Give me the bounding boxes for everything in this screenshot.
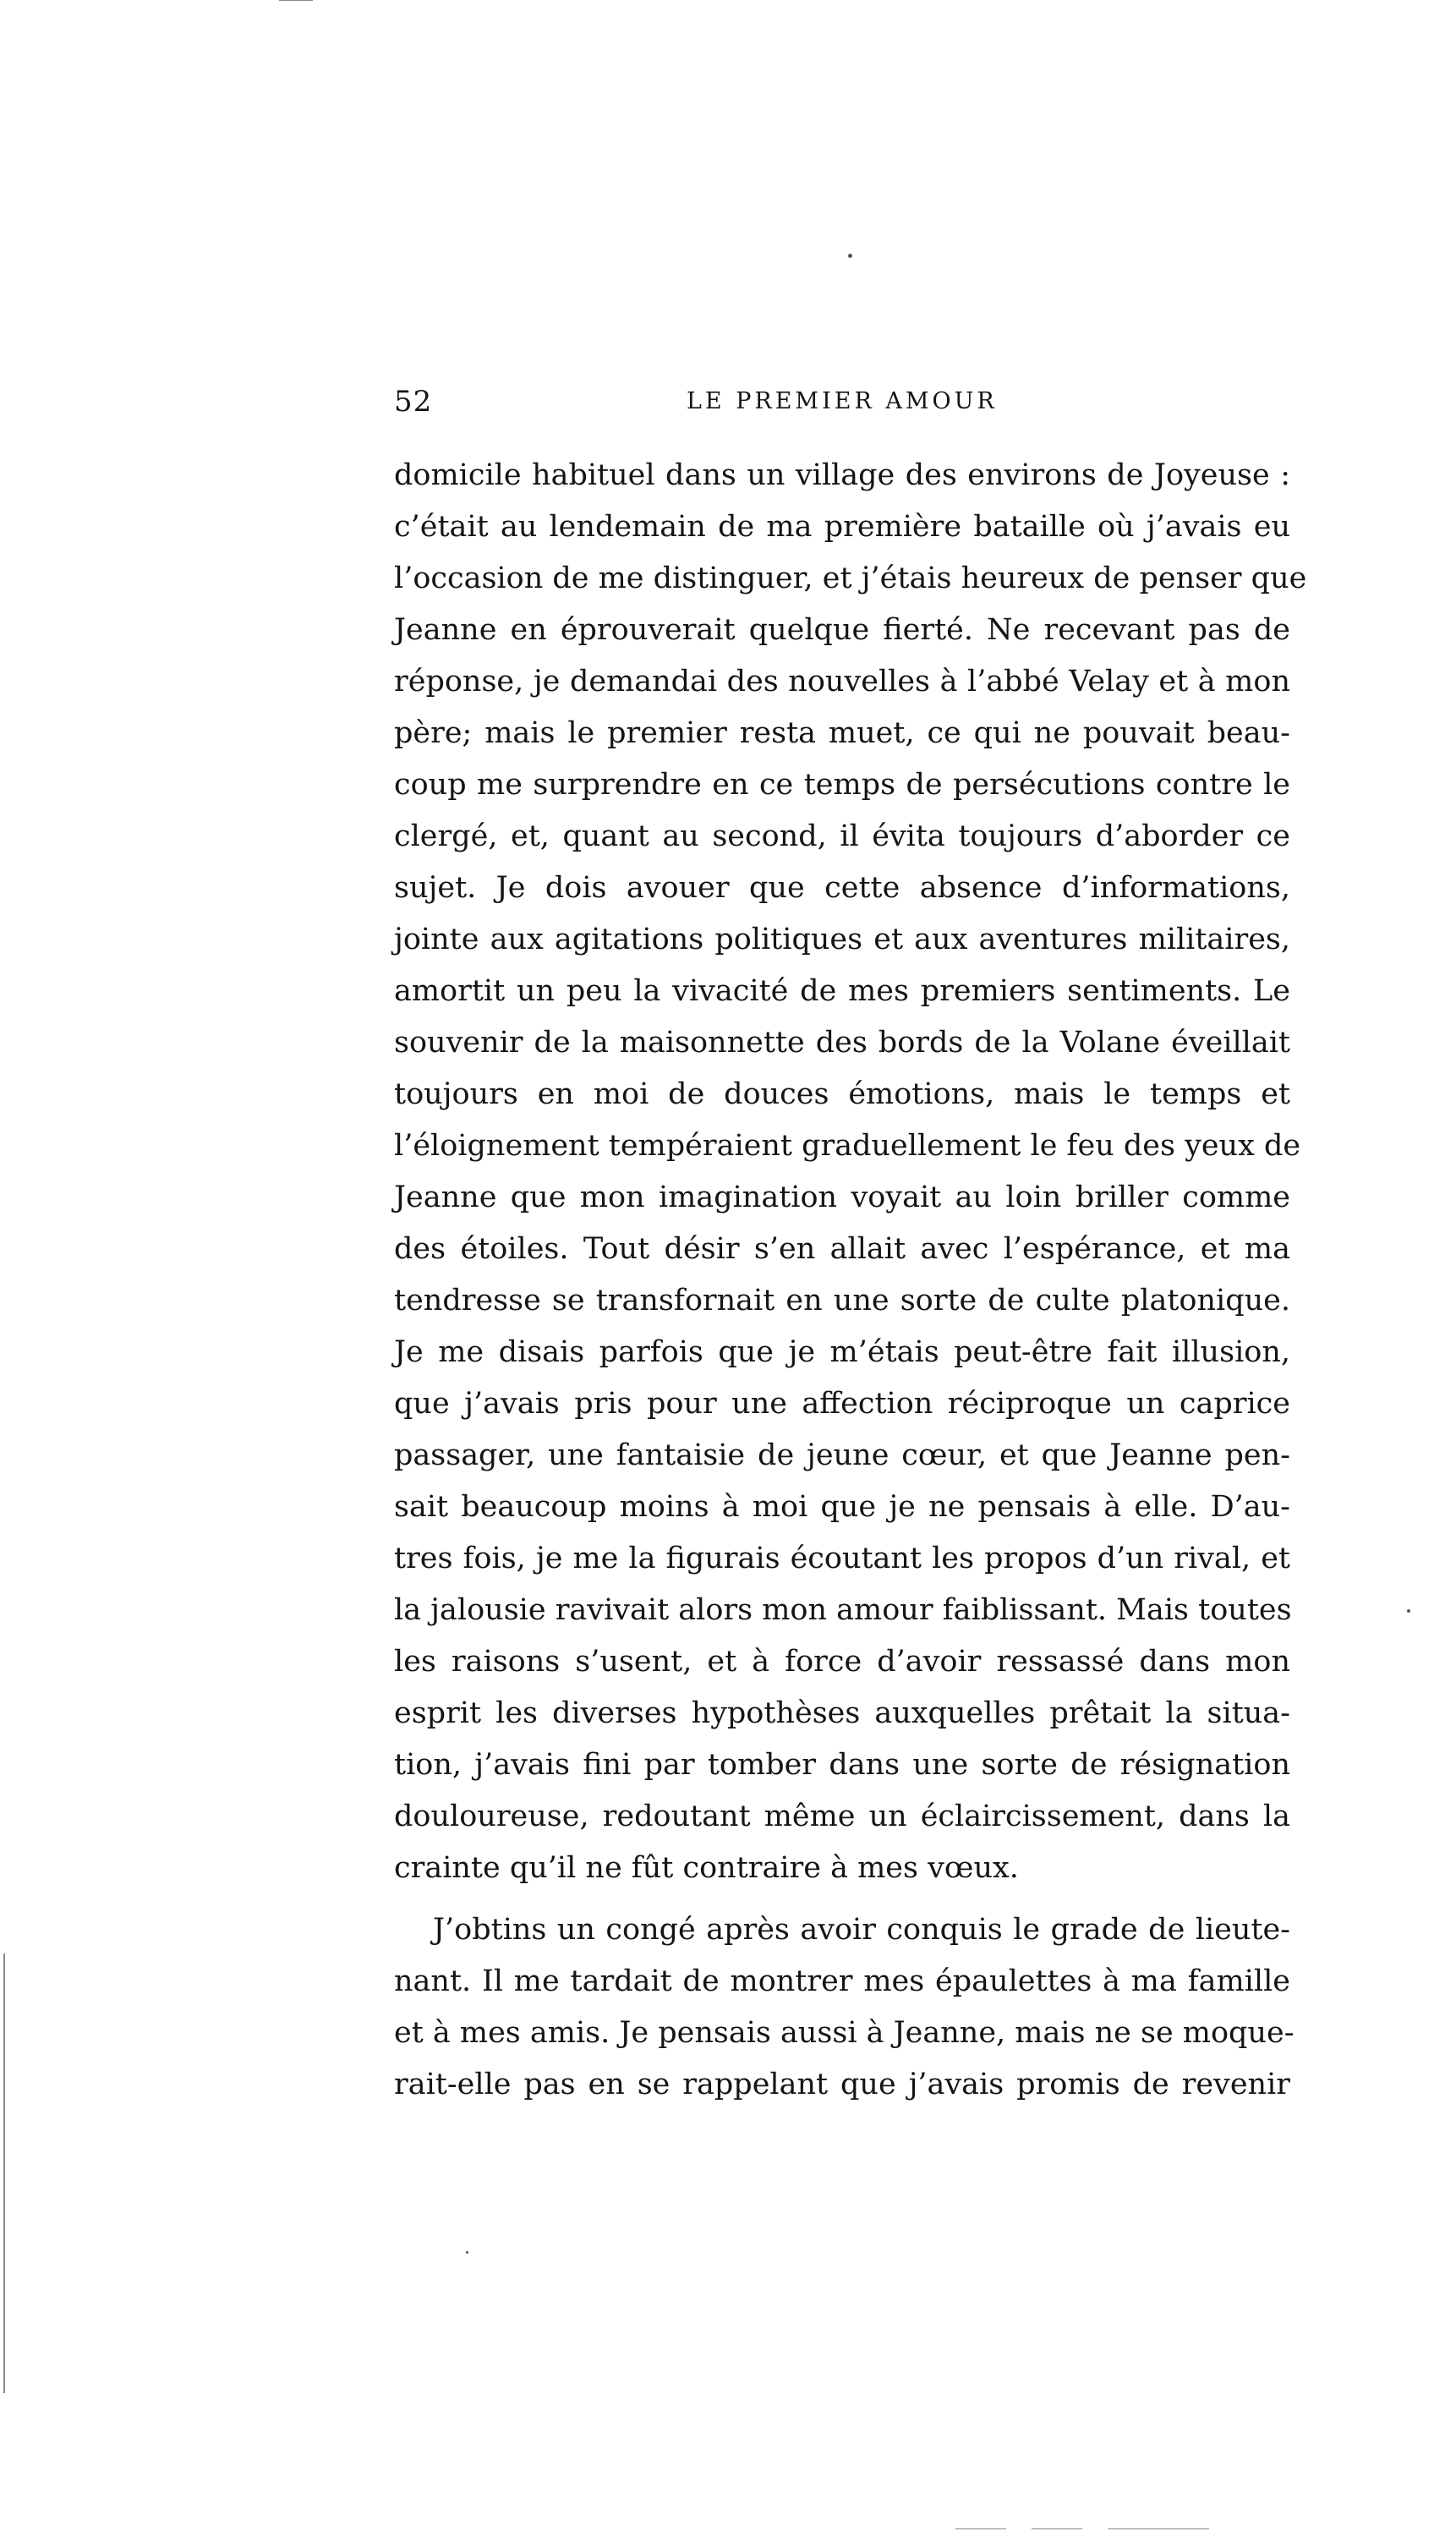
- text-line: rait-elle pas en se rappelant que j’avais promis de revenir: [394, 2068, 1290, 2101]
- text-line: crainte qu’il ne fût contraire à mes vœux.: [394, 1851, 1019, 1885]
- text-line: réponse, je demandai des nouvelles à l’abbé Velay et à mon: [394, 665, 1290, 699]
- text-line: clergé, et, quant au second, il évita toujours d’aborder ce: [394, 819, 1290, 853]
- text-line: domicile habituel dans un village des environs de Joyeuse :: [394, 458, 1290, 492]
- scan-edge-mark: [1108, 2528, 1209, 2529]
- scan-edge-mark: [1032, 2528, 1082, 2529]
- paragraph: [394, 450, 1307, 1894]
- text-line: l’occasion de me distinguer, et j’étais heureux de penser que: [394, 562, 1307, 595]
- paragraph: [394, 1904, 1295, 2111]
- scan-speck: [1407, 1609, 1410, 1613]
- scan-edge-mark: [3, 1953, 5, 2393]
- scan-speck: [466, 2251, 468, 2254]
- text-line: tendresse se transfornait en une sorte de culte platonique.: [394, 1284, 1290, 1318]
- text-line: et à mes amis. Je pensais aussi à Jeanne, mais ne se moque-: [394, 2016, 1295, 2050]
- scan-edge-mark: [279, 0, 313, 1]
- text-line: sujet. Je dois avouer que cette absence d’informations,: [394, 871, 1290, 905]
- text-line: l’éloignement tempéraient graduellement le feu des yeux de: [394, 1129, 1301, 1163]
- text-line: que j’avais pris pour une affection réciproque un caprice: [394, 1387, 1290, 1421]
- text-line: Jeanne en éprouverait quelque fierté. Ne recevant pas de: [394, 613, 1290, 647]
- page-number: 52: [394, 385, 433, 419]
- text-line: Je me disais parfois que je m’étais peut-être fait illusion,: [394, 1335, 1290, 1369]
- text-line: amortit un peu la vivacité de mes premiers sentiments. Le: [394, 974, 1290, 1008]
- text-line: la jalousie ravivait alors mon amour faiblissant. Mais toutes: [394, 1593, 1292, 1627]
- running-title: LE PREMIER AMOUR: [687, 388, 998, 414]
- text-line: esprit les diverses hypothèses auxquelles prêtait la situa-: [394, 1696, 1290, 1730]
- paragraph-gap: [394, 1894, 1290, 1904]
- text-line: c’était au lendemain de ma première bataille où j’avais eu: [394, 510, 1290, 544]
- text-line: nant. Il me tardait de montrer mes épaulettes à ma famille: [394, 1964, 1290, 1998]
- text-line: douloureuse, redoutant même un éclaircissement, dans la: [394, 1800, 1290, 1833]
- text-line: Jeanne que mon imagination voyait au loin briller comme: [394, 1181, 1290, 1214]
- text-line: sait beaucoup moins à moi que je ne pensais à elle. D’au-: [394, 1490, 1290, 1524]
- text-line: toujours en moi de douces émotions, mais le temps et: [394, 1077, 1290, 1111]
- scan-edge-mark: [955, 2528, 1006, 2529]
- scan-speck: [848, 254, 852, 258]
- body-text: [394, 450, 1307, 2111]
- text-line: père; mais le premier resta muet, ce qui ne pouvait beau-: [394, 716, 1290, 750]
- text-line: tion, j’avais fini par tomber dans une sorte de résignation: [394, 1748, 1290, 1782]
- text-line: les raisons s’usent, et à force d’avoir ressassé dans mon: [394, 1645, 1290, 1679]
- page-header: [394, 385, 1290, 427]
- text-line: passager, une fantaisie de jeune cœur, et que Jeanne pen-: [394, 1438, 1290, 1472]
- text-line: jointe aux agitations politiques et aux aventures militaires,: [394, 923, 1290, 956]
- text-line: coup me surprendre en ce temps de persécutions contre le: [394, 768, 1290, 802]
- text-line: des étoiles. Tout désir s’en allait avec l’espérance, et ma: [394, 1232, 1290, 1266]
- text-line: souvenir de la maisonnette des bords de la Volane éveillait: [394, 1026, 1290, 1060]
- text-line: tres fois, je me la figurais écoutant les propos d’un rival, et: [394, 1542, 1290, 1575]
- text-line: J’obtins un congé après avoir conquis le grade de lieute-: [433, 1913, 1290, 1947]
